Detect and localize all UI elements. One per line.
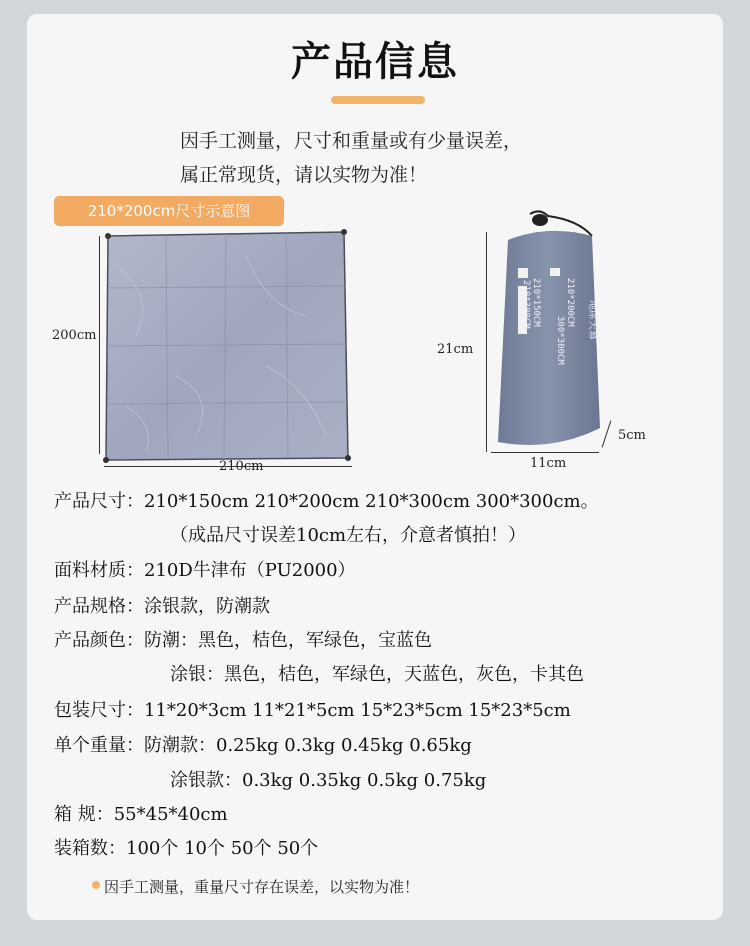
bag-print-size-3: 210*300CM: [521, 280, 531, 329]
bag-width-label: 11cm: [530, 456, 567, 471]
bag-print-size-1: 210*150CM: [531, 278, 541, 327]
bag-depth-label: 5cm: [618, 428, 646, 443]
spec-colors-moisture: 产品颜色：防潮：黑色，桔色，军绿色，宝蓝色: [54, 630, 432, 651]
bag-print-size-2: 210*200CM: [565, 278, 575, 327]
spec-size-tolerance: （成品尺寸误差10cm左右，介意者慎拍！）: [170, 525, 527, 546]
spec-carton-quantity: 装箱数：100个 10个 50个 50个: [54, 838, 319, 859]
page-title: 产品信息: [291, 39, 459, 85]
bag-height-line: [486, 232, 487, 452]
mat-width-label: 210cm: [219, 459, 264, 474]
spec-colors-silver: 涂银：黑色，桔色，军绿色，天蓝色，灰色，卡其色: [170, 664, 584, 685]
note-line-1: 因手工测量，尺寸和重量或有少量误差，: [180, 130, 523, 152]
bullet-dot-icon: [92, 881, 100, 889]
bag-width-line: [491, 452, 599, 453]
spec-variants: 产品规格：涂银款，防潮款: [54, 596, 270, 617]
note-line-2: 属正常现货，请以实物为准！: [180, 164, 428, 186]
spec-material: 面料材质：210D牛津布（PU2000）: [54, 560, 356, 581]
mat-height-label: 200cm: [52, 328, 97, 343]
title-underline: [331, 96, 425, 104]
ground-mat-illustration: [96, 226, 356, 466]
size-diagram-badge: 210*200cm尺寸示意图: [54, 196, 284, 226]
spec-package-size: 包装尺寸：11*20*3cm 11*21*5cm 15*23*5cm 15*23*5cm: [54, 700, 571, 721]
bag-print-brand: 地席天幕: [587, 300, 598, 340]
spec-weight-silver: 涂银款：0.3kg 0.35kg 0.5kg 0.75kg: [170, 770, 487, 791]
mat-height-line: [99, 236, 100, 454]
spec-carton-size: 箱 规：55*45*40cm: [54, 804, 228, 825]
bag-print-size-4: 300*300CM: [555, 316, 565, 365]
bag-height-label: 21cm: [437, 342, 474, 357]
footer-disclaimer: [104, 876, 419, 897]
footer-disclaimer-text: 因手工测量，重量尺寸存在误差，以实物为准！: [104, 878, 420, 896]
spec-product-size: 产品尺寸：210*150cm 210*200cm 210*300cm 300*300cm。: [54, 491, 599, 512]
spec-weight-moisture: 单个重量：防潮款：0.25kg 0.3kg 0.45kg 0.65kg: [54, 735, 472, 756]
storage-bag-illustration: [488, 206, 616, 456]
